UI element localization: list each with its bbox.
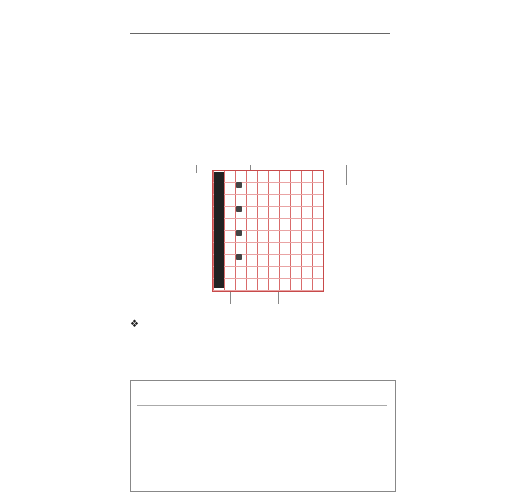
grid-practice-sheet xyxy=(212,170,324,292)
leader-line xyxy=(230,292,231,304)
ink-glyph-mark xyxy=(236,206,242,212)
colophon-rule xyxy=(137,405,387,406)
leader-line xyxy=(346,165,347,185)
heading-rule xyxy=(130,33,390,34)
ink-sample-column xyxy=(214,172,224,288)
diamond-ornament-icon: ❖ xyxy=(130,319,139,330)
leader-line xyxy=(278,292,279,304)
ink-glyph-mark xyxy=(236,182,242,188)
sheet-row-lines xyxy=(213,171,323,291)
colophon-box xyxy=(130,380,396,492)
ink-glyph-mark xyxy=(236,230,242,236)
author-row xyxy=(130,318,392,332)
ink-glyph-mark xyxy=(236,254,242,260)
leader-line xyxy=(196,165,197,173)
